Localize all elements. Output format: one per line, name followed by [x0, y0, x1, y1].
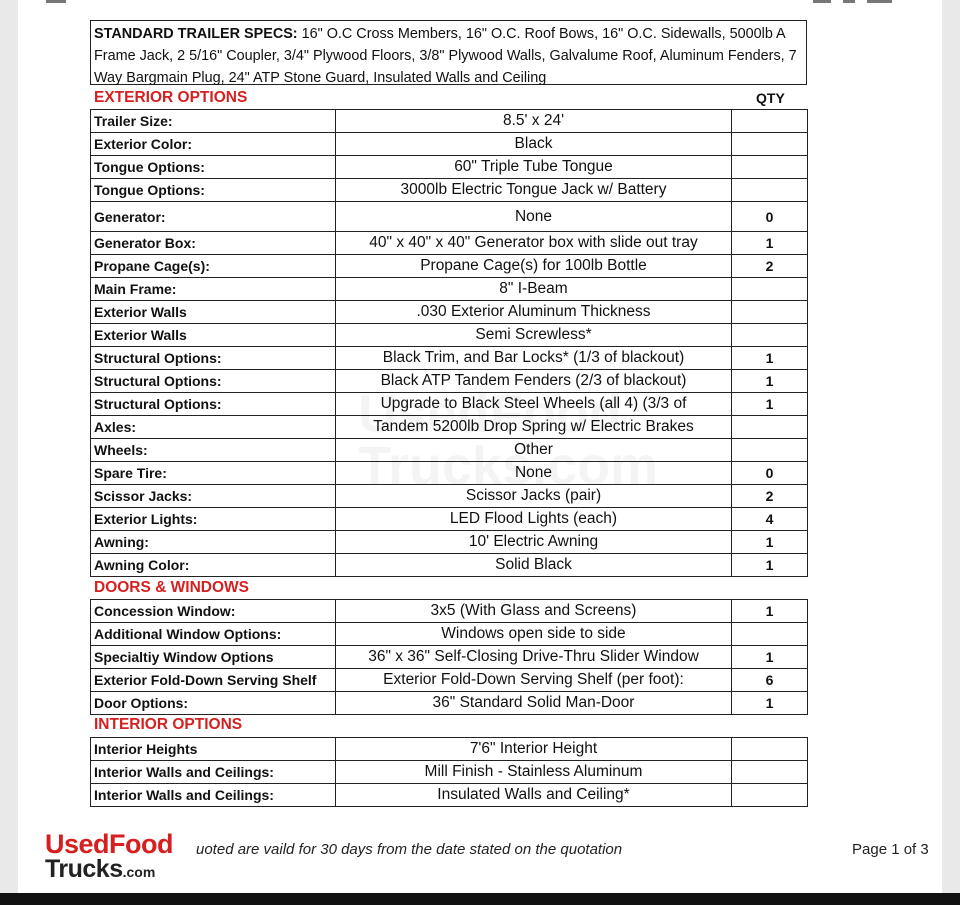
page-edge-mark — [813, 0, 831, 3]
table-row — [91, 156, 808, 179]
row-qty: 2 — [732, 485, 808, 508]
table-row — [91, 278, 808, 301]
row-value: 7'6" Interior Height — [336, 738, 732, 761]
row-label: Exterior Fold-Down Serving Shelf — [91, 669, 336, 692]
table-row — [91, 669, 808, 692]
row-value: 36" x 36" Self-Closing Drive-Thru Slider Window — [336, 646, 732, 669]
specs-text: 16" O.C Cross Members, 16" O.C. Roof Bows, 16" O.C. Sidewalls, 5000lb A Frame Jack, 2 5/16" Coupler, 3/4" Plywood Floors, 3/8" Plywood Walls, Galvalume Roof, Aluminum Fenders, 7 Way Bargmain Plug, 24" ATP Stone Guard, Insulated Walls and Ceiling — [94, 26, 797, 86]
row-qty — [732, 156, 808, 179]
row-value: Black Trim, and Bar Locks* (1/3 of blackout) — [336, 347, 732, 370]
table-row — [91, 416, 808, 439]
row-label: Tongue Options: — [91, 156, 336, 179]
row-qty — [732, 301, 808, 324]
row-qty: 1 — [732, 393, 808, 416]
interior-options-heading: INTERIOR OPTIONS — [94, 716, 243, 733]
row-value: 8.5' x 24' — [336, 110, 732, 133]
row-value: Insulated Walls and Ceiling* — [336, 784, 732, 807]
row-label: Structural Options: — [91, 347, 336, 370]
row-value: 10' Electric Awning — [336, 531, 732, 554]
footer-note: uoted are vaild for 30 days from the date stated on the quotation — [196, 841, 623, 858]
table-row — [91, 738, 808, 761]
exterior-options-heading: EXTERIOR OPTIONS — [94, 89, 248, 106]
row-qty: 1 — [732, 646, 808, 669]
page-number: Page 1 of 3 — [852, 841, 929, 858]
row-label: Awning: — [91, 531, 336, 554]
row-qty: 2 — [732, 255, 808, 278]
logo-domain: .com — [122, 864, 156, 880]
row-label: Exterior Color: — [91, 133, 336, 156]
table-row — [91, 462, 808, 485]
row-qty — [732, 278, 808, 301]
row-label: Wheels: — [91, 439, 336, 462]
row-qty: 1 — [732, 232, 808, 255]
interior-options-table — [90, 737, 808, 807]
row-value: None — [336, 462, 732, 485]
table-row — [91, 554, 808, 577]
row-qty: 1 — [732, 692, 808, 715]
qty-heading: QTY — [756, 90, 785, 106]
row-qty: 1 — [732, 554, 808, 577]
row-value: Solid Black — [336, 554, 732, 577]
document-page — [18, 0, 942, 893]
row-qty: 1 — [732, 531, 808, 554]
row-label: Structural Options: — [91, 393, 336, 416]
row-qty — [732, 133, 808, 156]
row-qty — [732, 179, 808, 202]
table-row — [91, 784, 808, 807]
row-label: Generator Box: — [91, 232, 336, 255]
table-row — [91, 439, 808, 462]
row-label: Interior Walls and Ceilings: — [91, 761, 336, 784]
row-label: Additional Window Options: — [91, 623, 336, 646]
row-qty — [732, 439, 808, 462]
row-label: Interior Heights — [91, 738, 336, 761]
table-row — [91, 232, 808, 255]
row-qty — [732, 784, 808, 807]
table-row — [91, 110, 808, 133]
row-label: Scissor Jacks: — [91, 485, 336, 508]
row-value: Semi Screwless* — [336, 324, 732, 347]
table-row — [91, 485, 808, 508]
row-value: Other — [336, 439, 732, 462]
page-edge-mark — [46, 0, 66, 3]
row-value: 8" I-Beam — [336, 278, 732, 301]
row-value: Tandem 5200lb Drop Spring w/ Electric Brakes — [336, 416, 732, 439]
table-row — [91, 761, 808, 784]
row-qty: 6 — [732, 669, 808, 692]
row-label: Door Options: — [91, 692, 336, 715]
row-value: None — [336, 202, 732, 232]
table-row — [91, 600, 808, 623]
row-qty — [732, 110, 808, 133]
row-value: 60" Triple Tube Tongue — [336, 156, 732, 179]
row-qty — [732, 623, 808, 646]
row-value: 3000lb Electric Tongue Jack w/ Battery — [336, 179, 732, 202]
table-row — [91, 179, 808, 202]
row-label: Exterior Lights: — [91, 508, 336, 531]
table-row — [91, 531, 808, 554]
row-value: 36" Standard Solid Man-Door — [336, 692, 732, 715]
row-value: Upgrade to Black Steel Wheels (all 4) (3/3 of — [336, 393, 732, 416]
row-label: Exterior Walls — [91, 324, 336, 347]
row-qty — [732, 761, 808, 784]
row-label: Awning Color: — [91, 554, 336, 577]
page-edge-mark — [867, 0, 892, 3]
bottom-bar — [0, 893, 960, 905]
row-label: Structural Options: — [91, 370, 336, 393]
row-value: Black — [336, 133, 732, 156]
row-value: LED Flood Lights (each) — [336, 508, 732, 531]
row-label: Spare Tire: — [91, 462, 336, 485]
row-label: Main Frame: — [91, 278, 336, 301]
row-value: Propane Cage(s) for 100lb Bottle — [336, 255, 732, 278]
table-row — [91, 347, 808, 370]
table-row — [91, 508, 808, 531]
doors-windows-heading: DOORS & WINDOWS — [94, 579, 249, 596]
row-label: Generator: — [91, 202, 336, 232]
page-edge-mark — [843, 0, 855, 3]
logo-line2: Trucks — [45, 855, 123, 883]
table-row — [91, 324, 808, 347]
row-label: Exterior Walls — [91, 301, 336, 324]
row-value: .030 Exterior Aluminum Thickness — [336, 301, 732, 324]
row-value: Black ATP Tandem Fenders (2/3 of blackout) — [336, 370, 732, 393]
table-row — [91, 623, 808, 646]
exterior-options-table — [90, 109, 808, 577]
row-label: Propane Cage(s): — [91, 255, 336, 278]
row-label: Concession Window: — [91, 600, 336, 623]
row-label: Tongue Options: — [91, 179, 336, 202]
row-qty — [732, 416, 808, 439]
row-label: Interior Walls and Ceilings: — [91, 784, 336, 807]
row-qty: 1 — [732, 370, 808, 393]
row-label: Trailer Size: — [91, 110, 336, 133]
row-value: 40" x 40" x 40" Generator box with slide out tray — [336, 232, 732, 255]
logo-line1: UsedFood — [45, 829, 173, 859]
table-row — [91, 255, 808, 278]
row-value: Windows open side to side — [336, 623, 732, 646]
table-row — [91, 301, 808, 324]
row-qty: 0 — [732, 202, 808, 232]
row-label: Axles: — [91, 416, 336, 439]
row-value: 3x5 (With Glass and Screens) — [336, 600, 732, 623]
table-row — [91, 393, 808, 416]
row-qty: 1 — [732, 347, 808, 370]
row-qty — [732, 324, 808, 347]
row-value: Scissor Jacks (pair) — [336, 485, 732, 508]
row-qty: 4 — [732, 508, 808, 531]
row-label: Specialtiy Window Options — [91, 646, 336, 669]
row-qty: 1 — [732, 600, 808, 623]
row-value: Exterior Fold-Down Serving Shelf (per foot): — [336, 669, 732, 692]
specs-label: STANDARD TRAILER SPECS: — [94, 26, 298, 42]
row-value: Mill Finish - Stainless Aluminum — [336, 761, 732, 784]
table-row — [91, 692, 808, 715]
row-qty: 0 — [732, 462, 808, 485]
table-row — [91, 202, 808, 232]
row-qty — [732, 738, 808, 761]
usedfoodtrucks-logo — [45, 829, 173, 885]
doors-windows-table — [90, 599, 808, 715]
table-row — [91, 370, 808, 393]
standard-specs-box — [90, 20, 807, 85]
table-row — [91, 646, 808, 669]
table-row — [91, 133, 808, 156]
